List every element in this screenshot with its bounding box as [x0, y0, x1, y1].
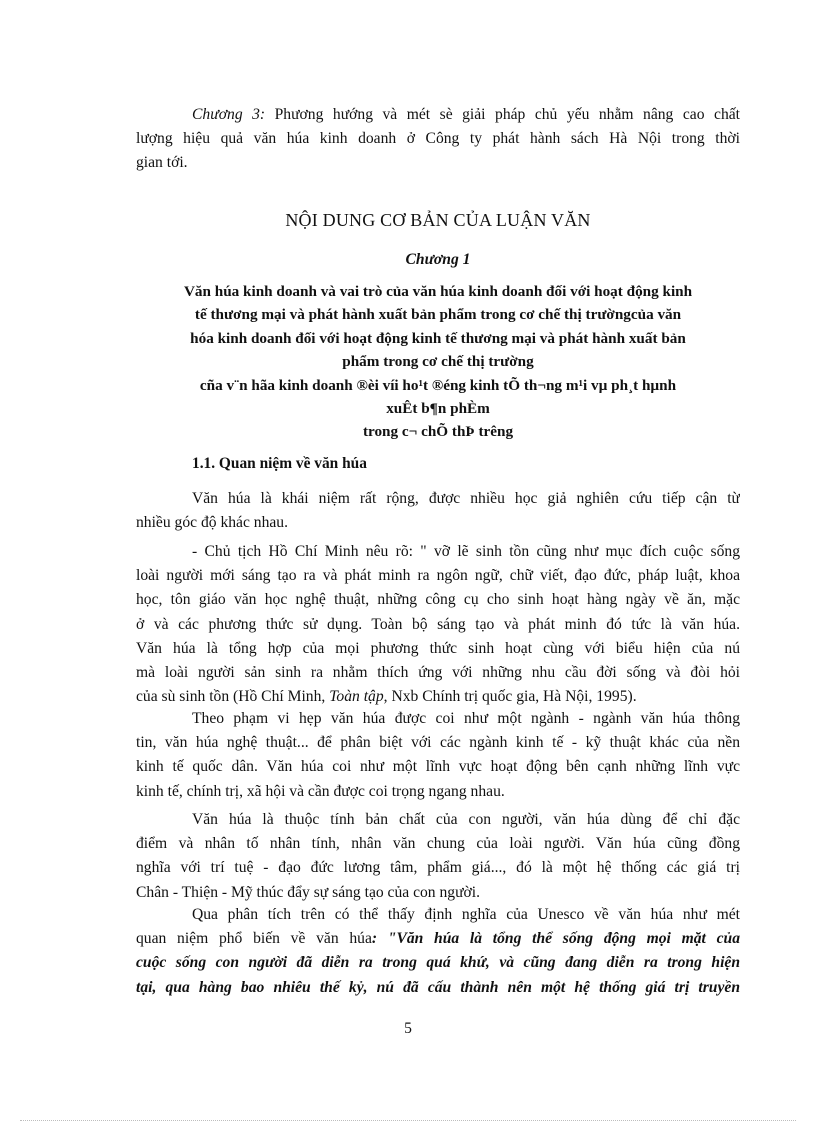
unesco-quote: : "Văn húa là tổng thể sống động mọi mặt của	[371, 930, 740, 948]
subtitle-line: phẩm trong cơ chế thị trường	[342, 353, 534, 371]
p1-line: Văn húa là khái niệm rất rộng, được nhiều học giả nghiên cứu tiếp cận từ	[192, 490, 740, 507]
subtitle-line: Văn húa kinh doanh và vai trò của văn húa kinh doanh đối với hoạt động kinh	[183, 283, 693, 300]
paragraph-1	[136, 487, 740, 535]
p3-line: Theo phạm vi hẹp văn húa được coi như một ngành - ngành văn húa thông	[192, 710, 740, 727]
p2-line: ở và các phương thức sử dụng. Toàn bộ sáng tạo và phát minh đó tức là văn húa.	[136, 615, 740, 633]
chapter-subtitle	[120, 280, 756, 444]
subtitle-line: hóa kinh doanh đối với hoạt động kinh tế thương mại và phát hành xuất bản	[190, 329, 686, 347]
p5-line: Qua phân tích trên có thể thấy định nghĩa của Unesco về văn húa như mét	[192, 906, 740, 923]
p5-line: quan niệm phổ biến về văn húa: "Văn húa là tổng thể sống động mọi mặt của	[136, 930, 740, 948]
paragraph-5	[136, 903, 740, 1000]
intro-line-3: gian tới.	[136, 154, 188, 172]
paragraph-2	[136, 540, 740, 709]
p2-line: học, tôn giáo văn học nghệ thuật, những công cụ cho sinh hoạt hàng ngày về ăn, mặc	[136, 591, 740, 609]
paragraph-3	[136, 707, 740, 804]
page-number: 5	[404, 1020, 412, 1037]
p3-line: tin, văn húa nghệ thuật... để phân biệt với các ngành kinh tế - kỹ thuật khác của nền	[136, 734, 740, 752]
p1-line: nhiều góc độ khác nhau.	[136, 514, 288, 532]
intro-line-2: lượng hiệu quả văn húa kinh doanh ở Công ty phát hành sách Hà Nội trong thời	[136, 130, 740, 148]
main-heading: NỘI DUNG CƠ BẢN CỦA LUẬN VĂN	[285, 210, 591, 230]
page-bottom-rule	[20, 1120, 796, 1121]
book-title: Toàn tập	[329, 688, 384, 706]
p2-last-line: của sù sinh tồn (Hồ Chí Minh, Toàn tập, Nxb Chính trị quốc gia, Hà Nội, 1995).	[136, 688, 637, 706]
subtitle-line: tế thương mại và phát hành xuất bản phẩm trong cơ chế thị trườngcủa văn	[194, 306, 682, 324]
intro-line-1: Chương 3: Phương hướng và mét sè giải pháp chủ yếu nhằm nâng cao chất	[192, 106, 740, 123]
p4-line: Văn húa là thuộc tính bản chất của con người, văn húa dùng để chỉ đặc	[192, 811, 740, 828]
p2-line: Văn húa là tổng hợp của mọi phương thức sinh hoạt cùng với biểu hiện của nú	[136, 639, 740, 657]
p2-line: - Chủ tịch Hồ Chí Minh nêu rõ: " vỡ lẽ sinh tồn cũng như mục đích cuộc sống	[192, 543, 740, 560]
p4-line: điểm và nhân tố nhân tính, nhân văn chung của loài người. Văn húa cũng đồng	[136, 835, 740, 853]
p2-line: mà loài người sản sinh ra nhằm thích ứng với những nhu cầu đời sống và đòi hỏi	[136, 664, 740, 682]
unesco-quote-line: cuộc sống con người đã diễn ra trong quá khứ, và cũng đang diễn ra trong hiện	[136, 954, 740, 972]
p4-line: nghĩa với trí tuệ - đạo đức lương tâm, phẩm giá..., đó là một hệ thống các giá trị	[136, 859, 740, 877]
p4-line: Chân - Thiện - Mỹ thúc đẩy sự sáng tạo của con người.	[136, 883, 481, 901]
subtitle-line-garbled: trong c¬ chÕ thÞ trêng	[362, 423, 514, 441]
p3-line: kinh tế quốc dân. Văn húa coi như một lĩnh vực hoạt động bên cạnh những lĩnh vực	[136, 758, 740, 776]
intro-paragraph	[136, 103, 740, 176]
section-heading-1-1: 1.1. Quan niệm về văn húa	[192, 455, 367, 472]
chapter-title: Chương 1	[405, 251, 471, 268]
p2-line: loài người mới sáng tạo ra và phát minh ra ngôn ngữ, chữ viết, đạo đức, pháp luật, khoa	[136, 567, 740, 585]
subtitle-line-garbled: xuÊt b¶n phÈm	[386, 400, 490, 418]
paragraph-4	[136, 808, 740, 905]
chapter-3-label: Chương 3:	[192, 106, 266, 123]
p3-line: kinh tế, chính trị, xã hội và cần được coi trọng ngang nhau.	[136, 782, 505, 800]
unesco-quote-line: tại, qua hàng bao nhiêu thế kỷ, nú đã cấu thành nên một hệ thống giá trị truyền	[136, 978, 740, 996]
subtitle-line-garbled: cña v¨n hãa kinh doanh ®èi víi ho¹t ®éng kinh tÕ th¬ng m¹i vµ ph¸t hµnh	[199, 376, 677, 394]
